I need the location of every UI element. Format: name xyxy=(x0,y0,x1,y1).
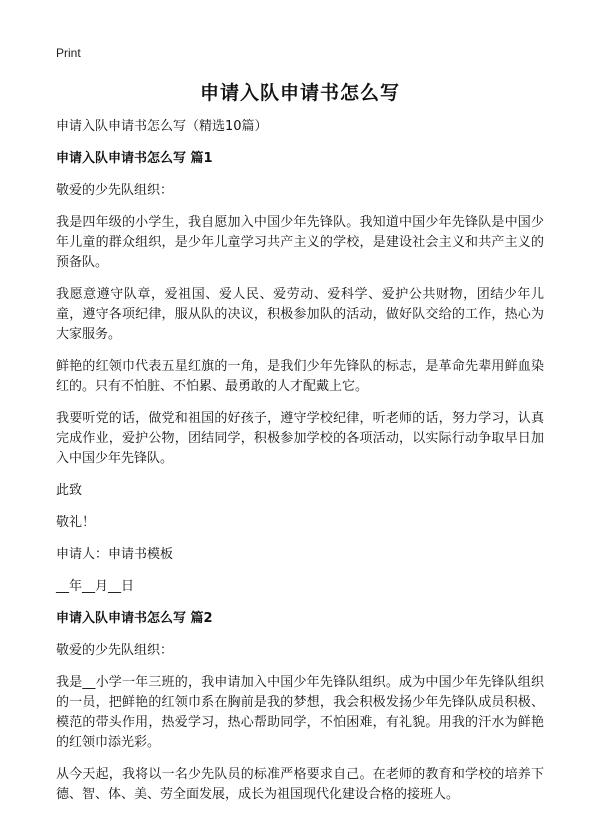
print-label[interactable]: Print xyxy=(56,46,81,60)
body-paragraph: 我愿意遵守队章，爱祖国、爱人民、爱劳动、爱科学、爱护公共财物，团结少年儿童，遵守各项纪律，服从队的决议，积极参加队的活动，做好队交给的工作，热心为大家服务。 xyxy=(56,287,544,342)
section-heading: 申请入队申请书怎么写 篇1 xyxy=(56,151,213,166)
closing-line: 此致 xyxy=(56,483,83,498)
date-line: __年__月__日 xyxy=(56,579,135,594)
document-body xyxy=(56,117,544,817)
closing-salute: 敬礼！ xyxy=(56,515,96,530)
salutation: 敬爱的少先队组织： xyxy=(56,643,174,658)
body-paragraph: 我要听党的话，做党和祖国的好孩子，遵守学校纪律，听老师的话，努力学习，认真完成作业，爱护公物，团结同学，积极参加学校的各项活动，以实际行动争取早日加入中国少年先锋队。 xyxy=(56,411,544,466)
body-paragraph: 鲜艳的红领巾代表五星红旗的一角，是我们少年先锋队的标志，是革命先辈用鲜血染红的。只有不怕脏、不怕累、最勇敢的人才配戴上它。 xyxy=(56,359,544,394)
body-paragraph: 我是四年级的小学生，我自愿加入中国少年先锋队。我知道中国少年先锋队是中国少年儿童的群众组织，是少年儿童学习共产主义的学校，是建设社会主义和共产主义的预备队。 xyxy=(56,215,544,270)
body-paragraph: 我是__小学一年三班的，我申请加入中国少年先锋队组织。成为中国少年先锋队组织的一员，把鲜艳的红领巾系在胸前是我的梦想，我会积极发扬少年先锋队成员积极、模范的带头作用，热爱学习，热心帮助同学，不怕困难，有礼貌。用我的汗水为鲜艳的红领巾添光彩。 xyxy=(56,675,544,750)
document-subtitle: 申请入队申请书怎么写（精选10篇） xyxy=(56,119,268,134)
salutation: 敬爱的少先队组织： xyxy=(56,183,174,198)
body-paragraph: 从今天起，我将以一名少先队员的标准严格要求自己。在老师的教育和学校的培养下德、智、体、美、劳全面发展，成长为祖国现代化建设合格的接班人。 xyxy=(56,767,544,802)
document-title: 申请入队申请书怎么写 xyxy=(199,82,400,104)
section-heading: 申请入队申请书怎么写 篇2 xyxy=(56,611,213,626)
applicant-line: 申请人：申请书模板 xyxy=(56,547,174,562)
